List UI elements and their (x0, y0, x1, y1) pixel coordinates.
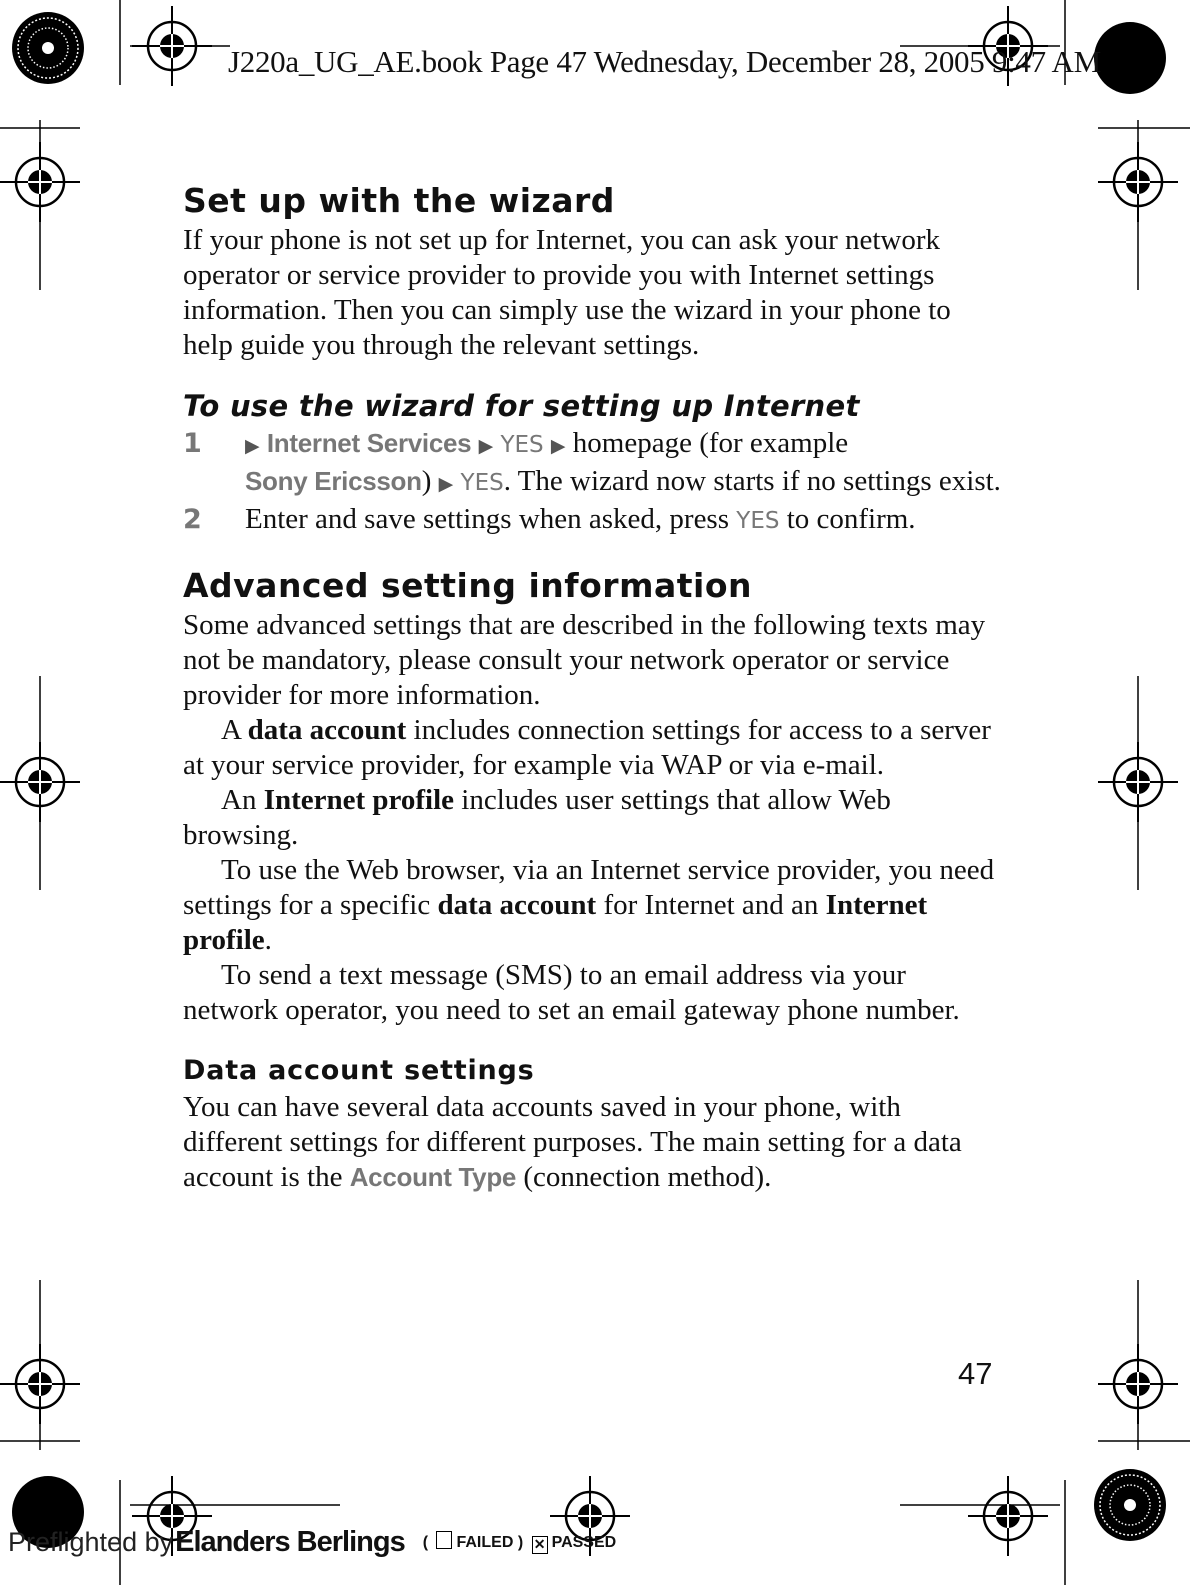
section-title: Set up with the wizard (183, 181, 615, 220)
play-arrow-icon: ▶ (550, 435, 566, 457)
page-number: 47 (958, 1356, 993, 1391)
preflight-label: Preflighted by (8, 1527, 174, 1557)
term: Internet profile (263, 784, 455, 816)
text: To use the Web browser, via an Internet service provider, you need settings for a specific (183, 854, 995, 921)
term: Internet profile (183, 889, 928, 956)
text: includes user settings that allow Web browsing. (183, 784, 891, 851)
play-arrow-icon: ▶ (245, 435, 260, 457)
paren: ) (421, 465, 432, 497)
passed-label: PASSED (551, 1534, 617, 1551)
step-number: 2 (183, 504, 202, 535)
subsection-title: Data account settings (183, 1055, 535, 1086)
checkbox-icon: ✕ (532, 1536, 548, 1554)
checkbox-icon (436, 1531, 452, 1549)
text: A (221, 714, 241, 746)
example-name: Sony Ericsson (245, 466, 422, 496)
procedure-title: To use the wizard for setting up Internet (183, 389, 860, 423)
book-slug: J220a_UG_AE.book Page 47 Wednesday, December 28, 2005 9:47 AM (228, 44, 1101, 79)
play-arrow-icon: ▶ (438, 473, 454, 495)
term: data account (247, 714, 407, 746)
step-text: to confirm. (786, 503, 916, 535)
paragraph (183, 713, 1003, 783)
text: for Internet and an (603, 889, 819, 921)
company-logo: Elanders Berlings (175, 1526, 405, 1558)
menu-item-name: Account Type (349, 1162, 517, 1192)
paragraph (183, 783, 1003, 853)
paragraph: Some advanced settings that are described in the following texts may not be mandatory, please consult your network operator or service provider for more information. (183, 609, 986, 711)
text: includes connection settings for access to a server at your service provider, for example via WAP or via e-mail. (183, 714, 991, 781)
play-arrow-icon: ▶ (478, 435, 494, 457)
step-1 (183, 426, 1003, 502)
failed-label: FAILED (456, 1534, 514, 1551)
step-text: . The wizard now starts if no settings exist. (503, 465, 1001, 497)
term: data account (437, 889, 597, 921)
menu-item-name: Internet Services (266, 428, 472, 458)
preflight-status: ( FAILED ) ✕ PASSED (423, 1531, 617, 1554)
paragraph (183, 1090, 1003, 1195)
paragraph: If your phone is not set up for Internet, you can ask your network operator or service provider to provide you with Internet settings information. Then you can simply use the wizard in your phone to help guide you through the relevant settings. (183, 224, 951, 361)
text: . (264, 924, 272, 956)
step-2 (183, 502, 1003, 539)
step-text: Enter and save settings when asked, press (245, 503, 730, 535)
preflight-footer (8, 1526, 616, 1559)
paragraph (183, 853, 1003, 958)
section-title: Advanced setting information (183, 566, 752, 605)
page-content (183, 180, 1003, 1195)
key-label: YES (460, 470, 504, 496)
text: (connection method). (523, 1161, 772, 1193)
text: You can have several data accounts saved in your phone, with different settings for different purposes. The main setting for a data account is the (183, 1091, 962, 1193)
text: An (221, 784, 257, 816)
key-label: YES (500, 432, 544, 458)
paragraph: To send a text message (SMS) to an email address via your network operator, you need to set an email gateway phone number. (183, 959, 960, 1026)
key-label: YES (736, 508, 780, 534)
step-number: 1 (183, 428, 202, 459)
step-text: homepage (for example (572, 427, 849, 459)
steps-list (183, 426, 1003, 539)
